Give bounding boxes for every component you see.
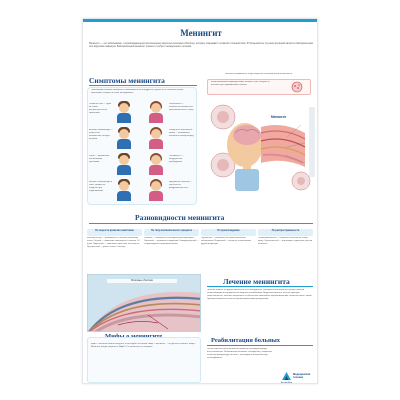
child-confusion-illustration <box>145 179 167 201</box>
child-drowsiness-illustration <box>145 153 167 175</box>
types-underline <box>89 223 313 224</box>
types-body-spread: Генерализованный — поражает оболочки по всему мозгу. Ограниченный — затрагивает отдельные участки оболочек. <box>258 237 313 245</box>
rash-glass-test-icon <box>287 81 307 93</box>
child-headache-illustration <box>113 101 135 123</box>
child-fever-illustration <box>113 127 135 149</box>
logo-line-1: Медицинская <box>293 373 311 376</box>
symptom-left-2: Высокая температура — чаще всего повышенная, иногда с ознобом. <box>89 129 113 140</box>
types-header-speed: По скорости развития симптомов <box>87 229 142 236</box>
meningitis-poster <box>82 18 318 384</box>
meninges-diagram-title: Мозговые оболочки <box>107 279 177 283</box>
child-vomiting-illustration <box>113 153 135 175</box>
child-photophobia-illustration <box>145 101 167 123</box>
types-body-speed: Молниеносный — развивается в течение нескольких часов. Острый — симптомы появляются в течение 1-2 дней. Подострый — симптомы нарастают постепенно. Хронический — длится более 1 месяца. <box>87 237 140 248</box>
poster-title: Менингит <box>180 28 222 38</box>
diagram-caption: Менингит развивается, когда защитные оболочки мозга воспаляются. <box>225 73 293 75</box>
types-column-origin <box>201 229 256 271</box>
types-header-inflammation: По типу воспалительного процесса <box>144 229 199 236</box>
symptom-left-1: Головная боль — один из самых распространенных симптомов. <box>89 103 112 114</box>
symptom-right-1: Светобоязнь — появляется повышенная чувствительность к свету. <box>169 103 194 111</box>
brain-meninges-diagram <box>201 97 317 219</box>
symptom-right-3: Сонливость — затрудненное пробуждение. <box>169 155 184 163</box>
rehab-title: Реабилитация больных <box>211 337 281 344</box>
types-column-speed <box>87 229 142 271</box>
child-stiff-neck-illustration <box>145 127 167 149</box>
logo-brand: АльфаМед <box>281 382 293 384</box>
logo-line-2: техника <box>293 376 304 379</box>
rehab-text: После перенесенного менингита пациенту необходим период восстановления. Реабилитация включает наблюдение у невролога, лечебную физкультуру, занятия с логопедом и психологом при необходимости. <box>207 348 273 359</box>
treatment-title: Лечение менингита <box>223 277 290 286</box>
types-table <box>87 229 315 271</box>
brand-logo <box>281 371 317 384</box>
symptoms-intro: Симптомами болезни отличаются в зависимости от возбудителя, однако есть несколько общих симптомов, которые не стоит игнорировать. <box>91 89 184 94</box>
top-accent-line <box>83 19 318 22</box>
logo-text <box>293 373 310 379</box>
types-header-origin: По происхождению <box>201 229 256 236</box>
rehab-underline <box>207 345 313 346</box>
symptom-left-3: Рвота — проявление интоксикации организма. <box>89 155 110 163</box>
types-body-origin: Первичный — возникает как самостоятельное заболевание. Вторичный — является осложнением другой инфекции. <box>201 237 251 245</box>
brand-logo-icon <box>281 371 292 381</box>
symptom-right-4: Нарушение сознания — спутанность, раздражительность. <box>169 181 193 189</box>
symptom-right-2: Ригидность затылочных мышц — невозможно наклонить голову вперед. <box>169 129 194 137</box>
types-title: Разновидности менингита <box>135 213 225 222</box>
symptoms-underline <box>89 85 197 86</box>
types-column-spread <box>258 229 313 271</box>
meningitis-label: Менингит <box>271 115 287 119</box>
myths-text: Миф 1. Менингит можно получить, если ходить без шапки. Миф 2. Менингит — это детская болезнь. Миф 3. Менингит всегда смертелен. Миф 4. От менингита нет вакцины. <box>91 343 196 348</box>
treatment-text: Лечение зависит от формы менингита и его возбудителя. Бактериальный менингит требует срочной госпитализации и внутривенного введения антибиотиков. Вирусный менингит обычно проходит самостоятельно, лечение направлено на облегчение симптомов: жаропонижающие, обильное питье, покой. Грибковый менингит лечится противогрибковыми препаратами. <box>207 289 312 300</box>
child-rash-illustration <box>113 179 135 201</box>
types-header-spread: По распространенности <box>258 229 313 236</box>
types-body-inflammation: Гнойный — вызывается бактериальной инфекцией. Серозный — вызывается вирусами. Геморрагический — сопровождается кровоизлияниями. <box>144 237 199 245</box>
treatment-underline <box>207 286 313 287</box>
symptoms-title: Симптомы менингита <box>89 76 165 85</box>
types-column-inflammation <box>144 229 199 271</box>
intro-text: Менингит — это заболевание, сопровождающееся воспалением защитных мозговых оболочек, которые покрывают головной и спинной мозг. В большинстве случаев причиной является бактериальная или вирусная инфекция. Бактериальный менингит опасен и требует немедленного лечения. <box>89 42 313 49</box>
symptom-left-4: Высокая температура и сыпь, которая не бледнеет при надавливании. <box>89 181 113 192</box>
rash-note-text: Менингококковая инфекция может вызвать сыпь, которая не исчезает при надавливании стеклом. <box>211 81 270 86</box>
